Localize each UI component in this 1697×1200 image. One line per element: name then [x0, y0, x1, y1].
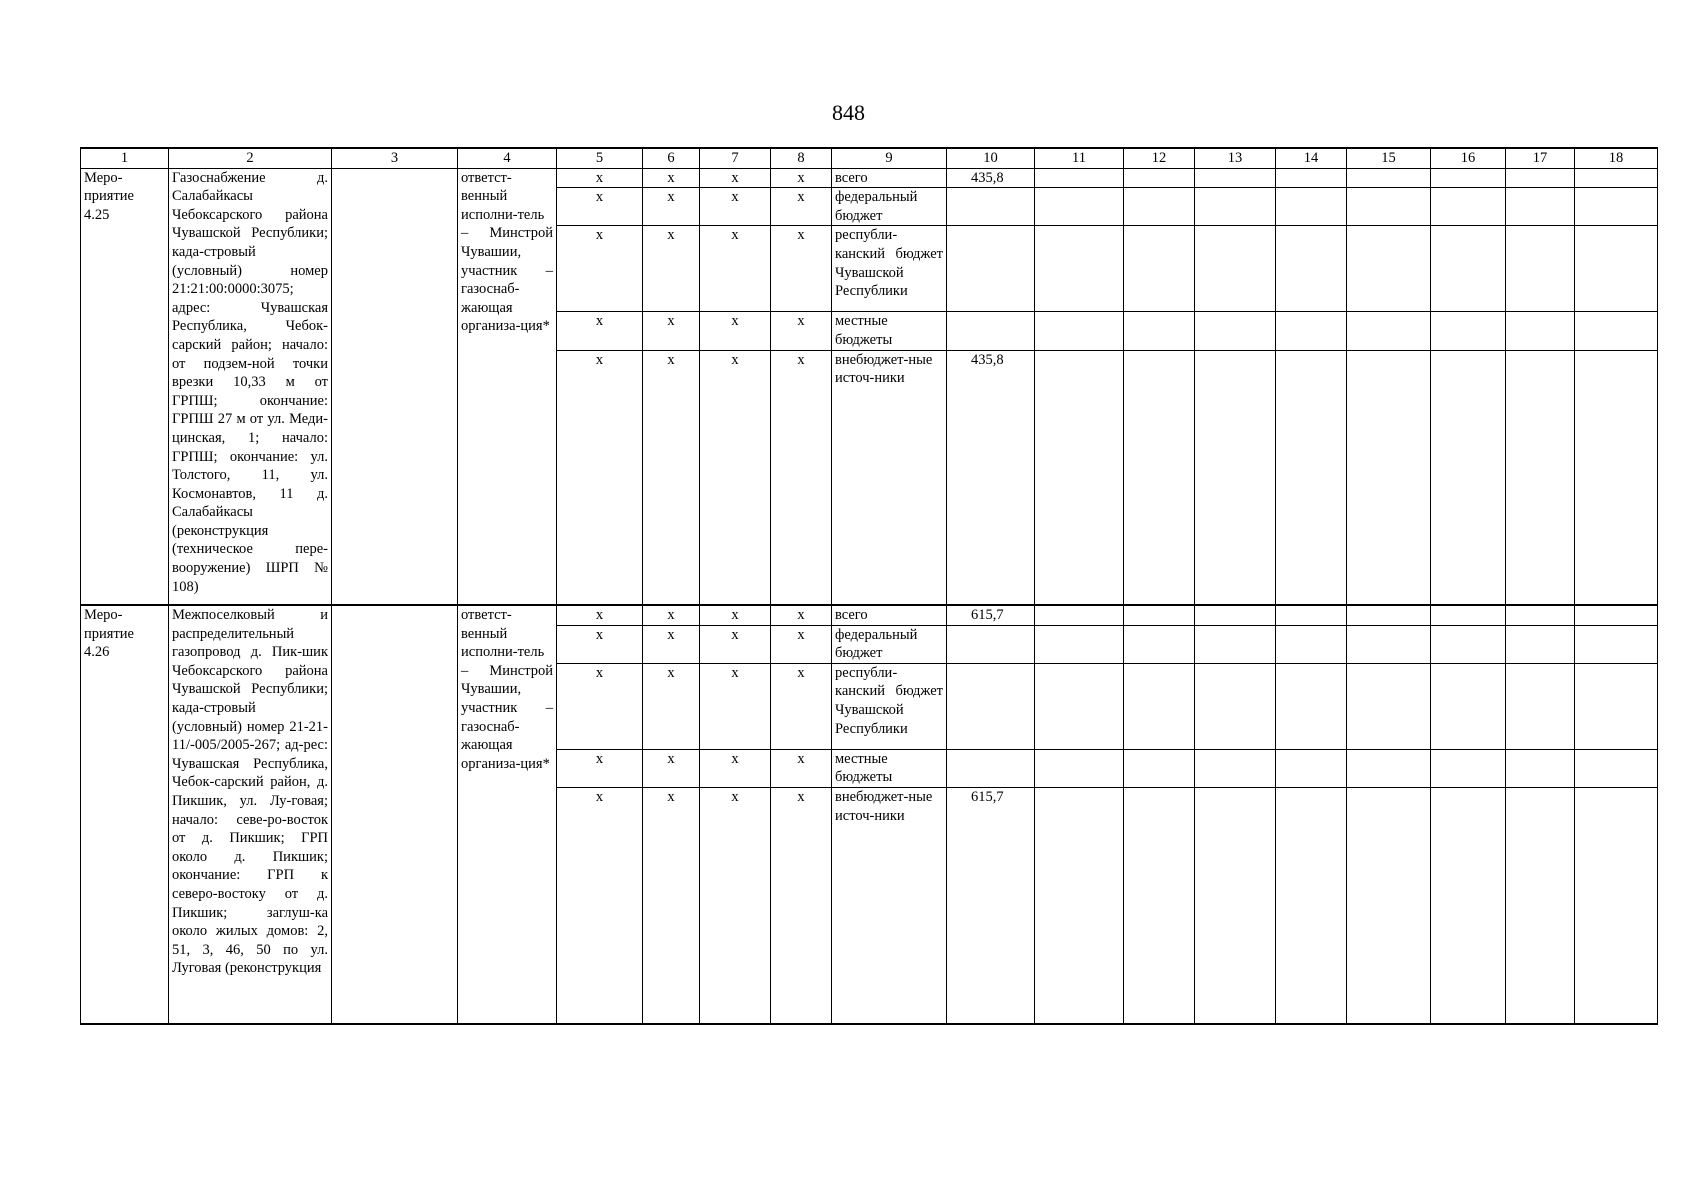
- amount-cell: [947, 226, 1035, 312]
- mark-cell: х: [643, 226, 700, 312]
- executor-cell: ответст-венный исполни-тель – Минстрой Чувашии, участник – газоснаб-жающая организа-ция*: [458, 168, 557, 605]
- empty-cell: [1035, 350, 1124, 605]
- empty-cell: [1035, 749, 1124, 787]
- empty-cell: [1124, 663, 1195, 749]
- empty-cell: [1431, 188, 1506, 226]
- column-number: 17: [1506, 148, 1575, 168]
- funding-source: всего: [832, 605, 947, 625]
- funding-source: местные бюджеты: [832, 749, 947, 787]
- source-row: [81, 605, 1658, 625]
- mark-cell: х: [700, 605, 771, 625]
- column-number: 15: [1347, 148, 1431, 168]
- empty-cell: [1035, 312, 1124, 350]
- amount-cell: [947, 625, 1035, 663]
- empty-cell: [1575, 605, 1658, 625]
- mark-cell: х: [771, 188, 832, 226]
- mark-cell: х: [557, 663, 643, 749]
- column-number: 6: [643, 148, 700, 168]
- funding-source: республи-канский бюджет Чувашской Республики: [832, 226, 947, 312]
- source-row: [81, 168, 1658, 188]
- amount-cell: 615,7: [947, 788, 1035, 1024]
- amount-cell: [947, 749, 1035, 787]
- empty-cell: [1506, 788, 1575, 1024]
- empty-cell: [1124, 605, 1195, 625]
- mark-cell: х: [771, 350, 832, 605]
- mark-cell: х: [557, 226, 643, 312]
- column-number: 7: [700, 148, 771, 168]
- column-number: 1: [81, 148, 169, 168]
- empty-cell: [1506, 625, 1575, 663]
- empty-cell: [1276, 605, 1347, 625]
- mark-cell: х: [700, 312, 771, 350]
- mark-cell: х: [771, 663, 832, 749]
- empty-cell: [1195, 749, 1276, 787]
- empty-cell: [1195, 168, 1276, 188]
- funding-source: всего: [832, 168, 947, 188]
- empty-cell: [1347, 625, 1431, 663]
- funding-source: республи-канский бюджет Чувашской Республики: [832, 663, 947, 749]
- mark-cell: х: [643, 749, 700, 787]
- empty-cell: [1347, 663, 1431, 749]
- measure-label: Меро- приятие 4.25: [81, 168, 169, 605]
- mark-cell: х: [557, 788, 643, 1024]
- mark-cell: х: [557, 188, 643, 226]
- column-number: 5: [557, 148, 643, 168]
- mark-cell: х: [700, 788, 771, 1024]
- column-number: 13: [1195, 148, 1276, 168]
- empty-cell: [1124, 350, 1195, 605]
- amount-cell: 435,8: [947, 168, 1035, 188]
- page-number: 848: [832, 100, 865, 125]
- amount-cell: [947, 312, 1035, 350]
- empty-cell: [1575, 312, 1658, 350]
- empty-cell: [1195, 663, 1276, 749]
- empty-cell: [1035, 188, 1124, 226]
- empty-cell: [1506, 605, 1575, 625]
- funding-source: внебюджет-ные источ-ники: [832, 350, 947, 605]
- funding-source: федеральный бюджет: [832, 625, 947, 663]
- column-number: 10: [947, 148, 1035, 168]
- column-number: 2: [169, 148, 332, 168]
- empty-cell: [1506, 188, 1575, 226]
- empty-cell: [1575, 350, 1658, 605]
- mark-cell: х: [700, 168, 771, 188]
- empty-cell: [1035, 226, 1124, 312]
- mark-cell: х: [700, 226, 771, 312]
- column-number: 12: [1124, 148, 1195, 168]
- empty-cell: [1124, 188, 1195, 226]
- empty-cell: [1276, 625, 1347, 663]
- empty-cell: [1276, 350, 1347, 605]
- empty-cell: [1276, 226, 1347, 312]
- empty-cell: [1506, 350, 1575, 605]
- empty-cell: [1431, 168, 1506, 188]
- mark-cell: х: [557, 312, 643, 350]
- empty-cell: [1575, 663, 1658, 749]
- empty-cell: [1506, 168, 1575, 188]
- empty-cell: [1347, 605, 1431, 625]
- funding-source: внебюджет-ные источ-ники: [832, 788, 947, 1024]
- empty-cell: [1347, 188, 1431, 226]
- amount-cell: [947, 663, 1035, 749]
- empty-cell: [1431, 312, 1506, 350]
- column-number: 8: [771, 148, 832, 168]
- mark-cell: х: [557, 749, 643, 787]
- empty-cell: [1035, 663, 1124, 749]
- funding-source: федеральный бюджет: [832, 188, 947, 226]
- mark-cell: х: [700, 188, 771, 226]
- empty-cell: [1195, 350, 1276, 605]
- empty-cell: [1506, 226, 1575, 312]
- mark-cell: х: [557, 350, 643, 605]
- mark-cell: х: [771, 168, 832, 188]
- empty-cell: [1575, 788, 1658, 1024]
- empty-cell: [1347, 788, 1431, 1024]
- mark-cell: х: [771, 788, 832, 1024]
- empty-cell: [1276, 749, 1347, 787]
- amount-cell: 615,7: [947, 605, 1035, 625]
- empty-cell: [1195, 188, 1276, 226]
- empty-cell: [1575, 188, 1658, 226]
- measure-label: Меро- приятие 4.26: [81, 605, 169, 1023]
- column-number-row: [81, 148, 1658, 168]
- empty-cell: [1035, 625, 1124, 663]
- empty-cell: [1575, 625, 1658, 663]
- empty-cell: [1276, 788, 1347, 1024]
- mark-cell: х: [643, 350, 700, 605]
- empty-cell: [1431, 788, 1506, 1024]
- column-number: 16: [1431, 148, 1506, 168]
- mark-cell: х: [700, 663, 771, 749]
- column-number: 3: [332, 148, 458, 168]
- empty-cell: [1431, 605, 1506, 625]
- column-number: 4: [458, 148, 557, 168]
- mark-cell: х: [771, 625, 832, 663]
- mark-cell: х: [557, 625, 643, 663]
- empty-cell: [1506, 663, 1575, 749]
- empty-cell: [1124, 625, 1195, 663]
- empty-cell: [1431, 663, 1506, 749]
- empty-cell: [1276, 663, 1347, 749]
- mark-cell: х: [771, 312, 832, 350]
- empty-cell: [1124, 788, 1195, 1024]
- empty-cell: [1195, 788, 1276, 1024]
- column-3-cell: [332, 605, 458, 1023]
- empty-cell: [1431, 350, 1506, 605]
- empty-cell: [1431, 749, 1506, 787]
- empty-cell: [1035, 168, 1124, 188]
- empty-cell: [1124, 749, 1195, 787]
- empty-cell: [1276, 168, 1347, 188]
- empty-cell: [1575, 168, 1658, 188]
- mark-cell: х: [557, 605, 643, 625]
- empty-cell: [1506, 749, 1575, 787]
- empty-cell: [1035, 605, 1124, 625]
- empty-cell: [1124, 312, 1195, 350]
- mark-cell: х: [643, 663, 700, 749]
- empty-cell: [1276, 188, 1347, 226]
- column-number: 9: [832, 148, 947, 168]
- measure-description: Газоснабжение д. Салабайкасы Чебоксарского района Чувашской Республики; када-стровый (условный) номер 21:21:00:0000:3075; адрес: Чувашская Республика, Чебок-сарский район; начало: от подзем-ной точки врезки 10,33 м от ГРПШ; окончание: ГРПШ 27 м от ул. Меди-цинская, 1; начало: ГРПШ; окончание: ул. Толстого, 11, ул. Космонавтов, 11 д. Салабайкасы (реконструкция (техническое пере-вооружение) ШРП № 108): [169, 168, 332, 605]
- mark-cell: х: [643, 168, 700, 188]
- mark-cell: х: [771, 226, 832, 312]
- amount-cell: [947, 188, 1035, 226]
- empty-cell: [1347, 168, 1431, 188]
- empty-cell: [1195, 625, 1276, 663]
- column-number: 14: [1276, 148, 1347, 168]
- mark-cell: х: [771, 749, 832, 787]
- empty-cell: [1347, 312, 1431, 350]
- column-number: 11: [1035, 148, 1124, 168]
- mark-cell: х: [643, 625, 700, 663]
- mark-cell: х: [700, 350, 771, 605]
- empty-cell: [1575, 749, 1658, 787]
- mark-cell: х: [643, 312, 700, 350]
- empty-cell: [1431, 226, 1506, 312]
- column-3-cell: [332, 168, 458, 605]
- mark-cell: х: [643, 788, 700, 1024]
- mark-cell: х: [771, 605, 832, 625]
- program-table: [80, 147, 1658, 1025]
- empty-cell: [1124, 226, 1195, 312]
- mark-cell: х: [700, 625, 771, 663]
- empty-cell: [1276, 312, 1347, 350]
- empty-cell: [1347, 226, 1431, 312]
- empty-cell: [1035, 788, 1124, 1024]
- empty-cell: [1431, 625, 1506, 663]
- mark-cell: х: [643, 605, 700, 625]
- empty-cell: [1575, 226, 1658, 312]
- executor-cell: ответст-венный исполни-тель – Минстрой Чувашии, участник – газоснаб-жающая организа-ция*: [458, 605, 557, 1023]
- funding-source: местные бюджеты: [832, 312, 947, 350]
- mark-cell: х: [700, 749, 771, 787]
- amount-cell: 435,8: [947, 350, 1035, 605]
- empty-cell: [1506, 312, 1575, 350]
- column-number: 18: [1575, 148, 1658, 168]
- mark-cell: х: [643, 188, 700, 226]
- empty-cell: [1195, 312, 1276, 350]
- mark-cell: х: [557, 168, 643, 188]
- empty-cell: [1347, 350, 1431, 605]
- empty-cell: [1195, 605, 1276, 625]
- measure-description: Межпоселковый и распределительный газопровод д. Пик-шик Чебоксарского района Чувашской Республики; када-стровый (условный) номер 21-21-11/-005/2005-267; ад-рес: Чувашская Республика, Чебок-сарский район, д. Пикшик, ул. Лу-говая; начало: севе-ро-восток от д. Пикшик; ГРП около д. Пикшик; окончание: ГРП к северо-востоку от д. Пикшик; заглуш-ка около жилых домов: 2, 51, 3, 46, 50 по ул. Луговая (реконструкция: [169, 605, 332, 1023]
- empty-cell: [1347, 749, 1431, 787]
- empty-cell: [1195, 226, 1276, 312]
- empty-cell: [1124, 168, 1195, 188]
